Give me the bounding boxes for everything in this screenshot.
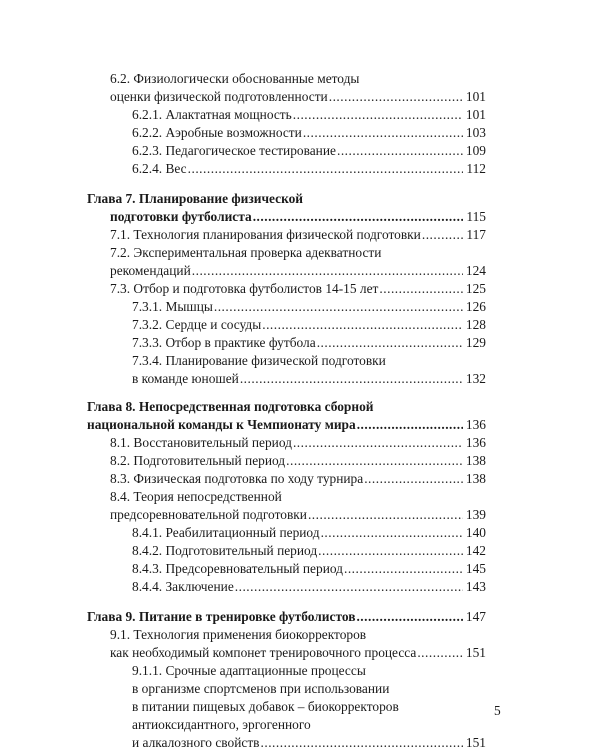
toc-entry bbox=[132, 106, 486, 124]
toc-entry bbox=[132, 560, 486, 578]
toc-entry-page: 117 bbox=[466, 227, 486, 242]
toc-entry-text: антиоксидантного, эргогенного bbox=[132, 717, 311, 732]
toc-entry-page: 103 bbox=[465, 125, 486, 140]
toc-entry bbox=[110, 280, 486, 298]
toc-entry-text: 7.3. Отбор и подготовка футболистов 14-15 лет bbox=[110, 281, 379, 296]
toc-leader-dots bbox=[261, 734, 463, 752]
toc-chapter-heading bbox=[87, 398, 486, 416]
toc-leader-dots bbox=[253, 208, 463, 226]
toc-entry-page: 101 bbox=[465, 89, 486, 104]
toc-leader-dots bbox=[379, 280, 463, 298]
toc-entry bbox=[110, 644, 486, 662]
toc-entry bbox=[110, 488, 486, 506]
toc-entry bbox=[132, 716, 486, 734]
toc-entry bbox=[132, 160, 486, 178]
toc-entry-page: 115 bbox=[466, 209, 486, 224]
toc-leader-dots bbox=[357, 416, 463, 434]
toc-entry-text: 7.3.2. Сердце и сосуды bbox=[132, 317, 262, 332]
toc-entry-page: 151 bbox=[465, 735, 486, 750]
toc-entry-text: и алкалозного свойств bbox=[132, 735, 260, 750]
toc-entry-text: 7.2. Экспериментальная проверка адекватности bbox=[110, 245, 382, 260]
toc-chapter-heading bbox=[110, 208, 486, 226]
toc-entry-text: 6.2.1. Алактатная мощность bbox=[132, 107, 292, 122]
toc-entry-text: национальной команды к Чемпионату мира bbox=[87, 417, 356, 432]
toc-entry-text: предсоревновательной подготовки bbox=[110, 507, 307, 522]
toc-leader-dots bbox=[337, 142, 463, 160]
toc-entry bbox=[110, 88, 486, 106]
toc-entry-page: 128 bbox=[465, 317, 486, 332]
toc-entry-text: 9.1. Технология применения биокорректоров bbox=[110, 627, 367, 642]
toc-entry-page: 139 bbox=[465, 507, 486, 522]
toc-entry bbox=[132, 734, 486, 750]
toc-leader-dots bbox=[308, 506, 463, 524]
toc-leader-dots bbox=[235, 578, 463, 596]
toc-entry-page: 126 bbox=[465, 299, 486, 314]
toc-entry bbox=[110, 452, 486, 470]
toc-entry-text: как необходимый компонет тренировочного процесса bbox=[110, 645, 417, 660]
toc-entry-text: 7.3.1. Мышцы bbox=[132, 299, 213, 314]
toc-entry bbox=[110, 226, 486, 244]
toc-entry-text: 7.1. Технология планирования физической подготовки bbox=[110, 227, 421, 242]
toc-entry-page: 147 bbox=[465, 609, 486, 624]
toc-leader-dots bbox=[214, 298, 463, 316]
toc-entry bbox=[110, 506, 486, 524]
toc-entry-text: 7.3.4. Планирование физической подготовки bbox=[132, 353, 386, 368]
toc-entry-page: 136 bbox=[465, 417, 486, 432]
toc-entry bbox=[132, 352, 486, 370]
toc-entry-page: 140 bbox=[465, 525, 486, 540]
toc-entry bbox=[132, 542, 486, 560]
toc-leader-dots bbox=[192, 262, 463, 280]
toc-leader-dots bbox=[344, 560, 463, 578]
toc-entry-page: 138 bbox=[465, 471, 486, 486]
toc-entry bbox=[132, 124, 486, 142]
toc-entry-text: 8.2. Подготовительный период bbox=[110, 453, 286, 468]
toc-leader-dots bbox=[262, 316, 463, 334]
toc-entry-page: 145 bbox=[465, 561, 486, 576]
toc-entry-text: 6.2. Физиологически обоснованные методы bbox=[110, 71, 360, 86]
toc-leader-dots bbox=[293, 434, 463, 452]
page-number: 5 bbox=[494, 703, 501, 718]
toc-entry-page: 136 bbox=[465, 435, 486, 450]
toc-leader-dots bbox=[286, 452, 463, 470]
toc-entry-text: Глава 9. Питание в тренировке футболистов bbox=[87, 609, 356, 624]
toc-entry-text: подготовки футболиста bbox=[110, 209, 252, 224]
toc-entry bbox=[110, 70, 486, 88]
toc-leader-dots bbox=[422, 226, 463, 244]
toc-entry-text: 8.4.2. Подготовительный период bbox=[132, 543, 318, 558]
toc-entry bbox=[132, 578, 486, 596]
toc-leader-dots bbox=[293, 106, 463, 124]
toc-entry-text: в питании пищевых добавок – биокорректоров bbox=[132, 699, 399, 714]
toc-entry-text: 6.2.3. Педагогическое тестирование bbox=[132, 143, 336, 158]
toc-leader-dots bbox=[240, 370, 463, 388]
toc-entry-text: рекомендаций bbox=[110, 263, 191, 278]
toc-entry-page: 138 bbox=[465, 453, 486, 468]
toc-entry-page: 125 bbox=[465, 281, 486, 296]
toc-entry-text: в организме спортсменов при использовании bbox=[132, 681, 390, 696]
toc-leader-dots bbox=[356, 608, 463, 626]
toc-chapter-heading bbox=[87, 416, 486, 434]
toc-entry bbox=[132, 662, 486, 680]
toc-entry bbox=[132, 698, 486, 716]
toc-entry-page: 132 bbox=[465, 371, 486, 386]
toc-entry-text: в команде юношей bbox=[132, 371, 239, 386]
toc-entry-text: 8.1. Восстановительный период bbox=[110, 435, 292, 450]
toc-entry-text: 8.4.3. Предсоревновательный период bbox=[132, 561, 343, 576]
toc-entry-text: 8.4. Теория непосредственной bbox=[110, 489, 282, 504]
toc-leader-dots bbox=[417, 644, 463, 662]
toc-entry bbox=[110, 434, 486, 452]
toc-entry bbox=[110, 626, 486, 644]
toc-entry bbox=[110, 470, 486, 488]
toc-entry-text: 8.4.1. Реабилитационный период bbox=[132, 525, 320, 540]
toc-entry-text: Глава 7. Планирование физической bbox=[87, 191, 304, 206]
toc-chapter-heading bbox=[87, 190, 486, 208]
toc-leader-dots bbox=[188, 160, 463, 178]
toc-entry-page: 142 bbox=[465, 543, 486, 558]
toc-entry-page: 112 bbox=[466, 161, 486, 176]
toc-entry-page: 143 bbox=[465, 579, 486, 594]
toc-entry-text: 6.2.4. Вес bbox=[132, 161, 187, 176]
toc-entry-page: 129 bbox=[465, 335, 486, 350]
toc-entry-text: 7.3.3. Отбор в практике футбола bbox=[132, 335, 316, 350]
toc-chapter-heading bbox=[87, 608, 486, 626]
toc-leader-dots bbox=[364, 470, 463, 488]
toc-entry-text: 9.1.1. Срочные адаптационные процессы bbox=[132, 663, 366, 678]
toc-entry-page: 101 bbox=[465, 107, 486, 122]
toc-leader-dots bbox=[317, 334, 463, 352]
toc-entry bbox=[132, 370, 486, 388]
toc-entry-text: Глава 8. Непосредственная подготовка сборной bbox=[87, 399, 374, 414]
toc-entry-page: 124 bbox=[465, 263, 486, 278]
toc-leader-dots bbox=[303, 124, 463, 142]
toc-leader-dots bbox=[321, 524, 463, 542]
toc-entry-text: оценки физической подготовленности bbox=[110, 89, 328, 104]
toc-entry-text: 8.4.4. Заключение bbox=[132, 579, 234, 594]
toc-entry bbox=[132, 298, 486, 316]
toc-entry bbox=[132, 680, 486, 698]
toc-leader-dots bbox=[318, 542, 463, 560]
toc-entry bbox=[132, 524, 486, 542]
toc-entry bbox=[110, 262, 486, 280]
toc-leader-dots bbox=[329, 88, 463, 106]
toc-entry bbox=[132, 142, 486, 160]
toc-entry bbox=[132, 334, 486, 352]
toc-entry-page: 109 bbox=[465, 143, 486, 158]
toc-entry-text: 8.3. Физическая подготовка по ходу турнира bbox=[110, 471, 364, 486]
toc-entry bbox=[110, 244, 486, 262]
toc-entry-page: 151 bbox=[465, 645, 486, 660]
toc-entry bbox=[132, 316, 486, 334]
toc-entry-text: 6.2.2. Аэробные возможности bbox=[132, 125, 302, 140]
